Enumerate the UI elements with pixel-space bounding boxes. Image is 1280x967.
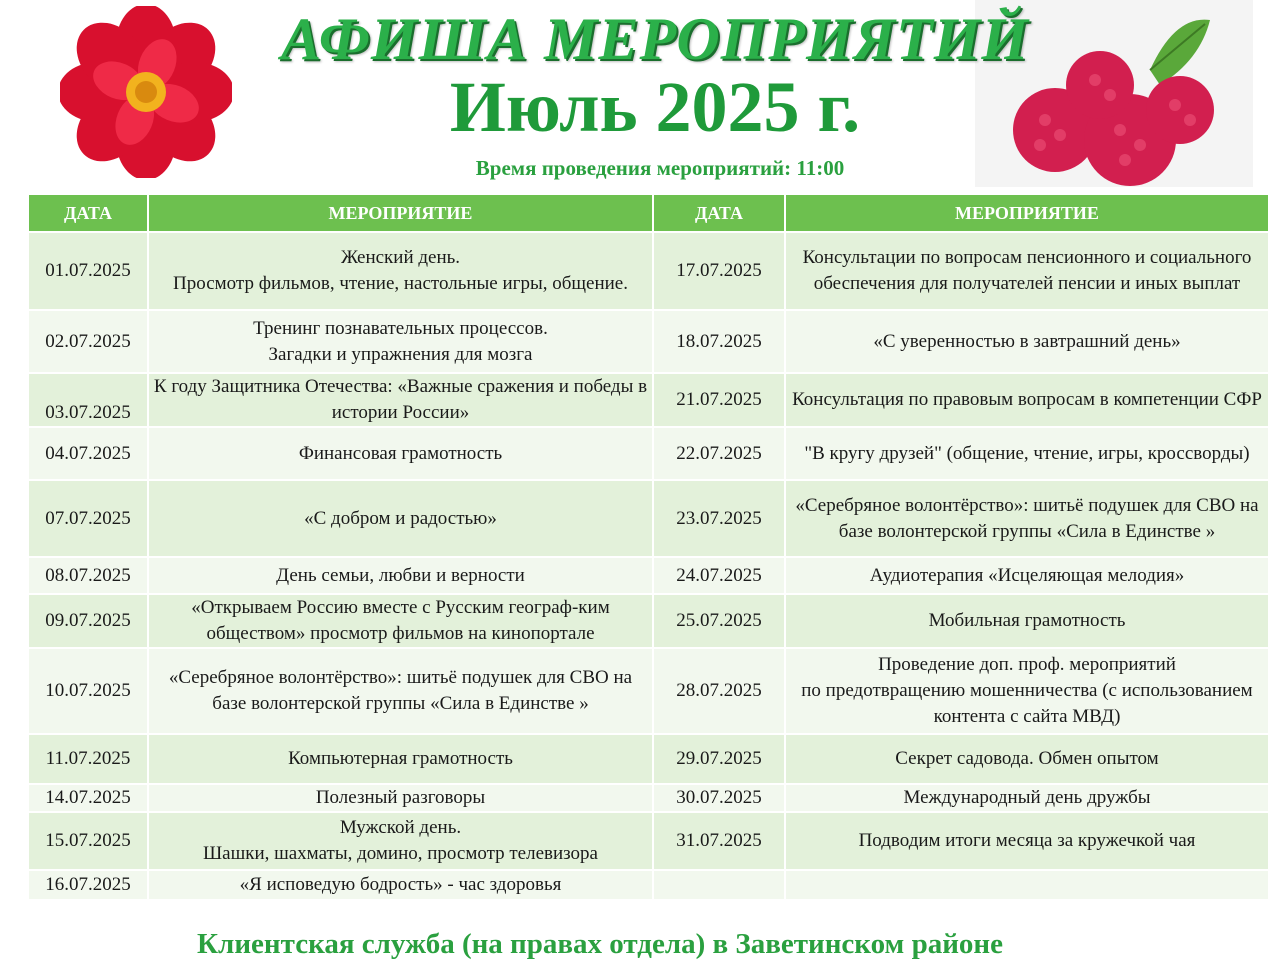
date-cell: 16.07.2025 <box>28 870 148 900</box>
event-cell: «С уверенностью в завтрашний день» <box>785 310 1269 373</box>
event-cell: Финансовая грамотность <box>148 427 653 480</box>
event-cell: Секрет садовода. Обмен опытом <box>785 734 1269 784</box>
event-time: Время проведения мероприятий: 11:00 <box>475 156 845 180</box>
event-cell <box>785 648 1269 734</box>
date-cell: 23.07.2025 <box>653 480 785 557</box>
date-cell: 03.07.2025 <box>28 373 148 427</box>
event-cell: К году Защитника Отечества: «Важные сражения и победы в истории России» <box>148 373 653 427</box>
date-cell: 22.07.2025 <box>653 427 785 480</box>
event-cell: «Я исповедую бодрость» - час здоровья <box>148 870 653 900</box>
date-cell: 17.07.2025 <box>653 232 785 310</box>
event-cell: Консультации по вопросам пенсионного и социального обеспечения для получателей пенсии и иных выплат <box>785 232 1269 310</box>
event-cell: «Открываем Россию вместе с Русским географ-ким обществом» просмотр фильмов на кинопортале <box>148 594 653 648</box>
event-cell: Компьютерная грамотность <box>148 734 653 784</box>
event-cell: Подводим итоги месяца за кружечкой чая <box>785 812 1269 870</box>
date-cell: 18.07.2025 <box>653 310 785 373</box>
date-cell: 25.07.2025 <box>653 594 785 648</box>
event-cell: «С добром и радостью» <box>148 480 653 557</box>
table-row <box>28 310 1269 373</box>
event-cell: "В кругу друзей" (общение, чтение, игры, кроссворды) <box>785 427 1269 480</box>
month-title: Июль 2025 г. <box>449 67 861 147</box>
date-cell: 15.07.2025 <box>28 812 148 870</box>
red-flower-image <box>60 6 232 178</box>
date-cell: 30.07.2025 <box>653 784 785 812</box>
event-cell: Консультация по правовым вопросам в компетенции СФР <box>785 373 1269 427</box>
event-cell: День семьи, любви и верности <box>148 557 653 594</box>
event-cell: Международный день дружбы <box>785 784 1269 812</box>
date-cell: 21.07.2025 <box>653 373 785 427</box>
event-cell <box>148 310 653 373</box>
column-header-event: МЕРОПРИЯТИЕ <box>785 194 1269 232</box>
poster-title: АФИША МЕРОПРИЯТИЙ <box>280 6 1030 72</box>
table-row <box>28 232 1269 310</box>
date-cell: 28.07.2025 <box>653 648 785 734</box>
date-cell: 02.07.2025 <box>28 310 148 373</box>
event-cell: «Серебряное волонтёрство»: шитьё подушек для СВО на базе волонтерской группы «Сила в Единстве » <box>148 648 653 734</box>
date-cell: 14.07.2025 <box>28 784 148 812</box>
date-cell: 24.07.2025 <box>653 557 785 594</box>
column-header-event: МЕРОПРИЯТИЕ <box>148 194 653 232</box>
event-cell: Мобильная грамотность <box>785 594 1269 648</box>
date-cell: 09.07.2025 <box>28 594 148 648</box>
date-cell <box>653 870 785 900</box>
footer-organization: Клиентская служба (на правах отдела) в Заветинском районе <box>197 928 1003 960</box>
schedule-table <box>27 193 1270 901</box>
table-row <box>28 557 1269 594</box>
column-header-date: ДАТА <box>653 194 785 232</box>
table-row <box>28 648 1269 734</box>
event-text: Проведение доп. проф. мероприятий по предотвращению мошенничества (с использованием контента с сайта МВД) <box>801 654 1253 727</box>
date-cell: 29.07.2025 <box>653 734 785 784</box>
column-header-date: ДАТА <box>28 194 148 232</box>
table-row <box>28 870 1269 900</box>
date-cell: 08.07.2025 <box>28 557 148 594</box>
table-row <box>28 594 1269 648</box>
event-text: Тренинг познавательных процессов. Загадки и упражнения для мозга <box>253 317 548 365</box>
event-cell <box>148 232 653 310</box>
table-row <box>28 812 1269 870</box>
date-cell: 01.07.2025 <box>28 232 148 310</box>
table-row <box>28 784 1269 812</box>
header-row <box>28 194 1269 232</box>
event-cell <box>785 870 1269 900</box>
table-row <box>28 373 1269 427</box>
table-row <box>28 734 1269 784</box>
date-cell: 10.07.2025 <box>28 648 148 734</box>
table-row <box>28 480 1269 557</box>
date-cell: 07.07.2025 <box>28 480 148 557</box>
date-cell: 11.07.2025 <box>28 734 148 784</box>
event-cell: Аудиотерапия «Исцеляющая мелодия» <box>785 557 1269 594</box>
event-text: Женский день. Просмотр фильмов, чтение, настольные игры, общение. <box>173 247 628 294</box>
table-row <box>28 427 1269 480</box>
event-cell <box>148 812 653 870</box>
date-cell: 31.07.2025 <box>653 812 785 870</box>
event-text: Мужской день. Шашки, шахматы, домино, просмотр телевизора <box>202 817 598 864</box>
event-cell: Полезный разговоры <box>148 784 653 812</box>
date-cell: 04.07.2025 <box>28 427 148 480</box>
event-cell: «Серебряное волонтёрство»: шитьё подушек для СВО на базе волонтерской группы «Сила в Единстве » <box>785 480 1269 557</box>
